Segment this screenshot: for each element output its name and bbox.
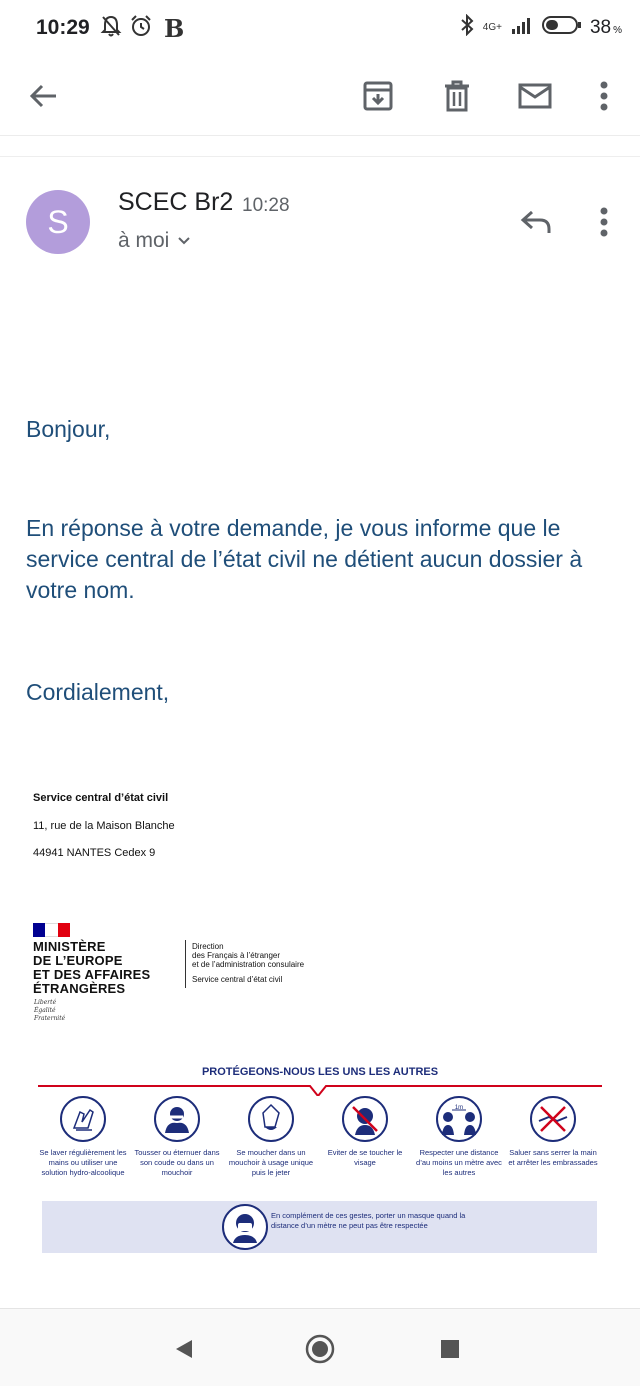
recipient-details-toggle[interactable] [118,229,191,253]
ministry-name: MINISTÈRE DE L’EUROPE ET DES AFFAIRES ÉTRANGÈRES [33,939,151,996]
battery-icon [542,14,582,41]
archive-icon [362,80,394,112]
nav-back-button[interactable] [162,1327,206,1371]
no-handshake-icon [530,1096,576,1142]
mask-info-box [42,1201,597,1253]
nav-home-button[interactable] [298,1327,342,1371]
gesture-text: Se moucher dans un mouchoir à usage unique puis le jeter [228,1148,314,1177]
signal-icon [510,15,534,40]
gesture-text: Eviter de se toucher le visage [327,1148,403,1167]
reply-icon [520,209,552,235]
distance-icon [436,1096,482,1142]
mask-icon [222,1204,268,1250]
marianne-flag-icon [33,923,70,937]
sender-name[interactable]: SCEC Br2 [118,188,234,216]
back-arrow-icon [29,81,59,111]
nav-home-icon [305,1334,335,1364]
gestures-row [36,1096,600,1178]
status-left-icons [100,14,184,43]
mail-icon [518,83,552,109]
nav-recents-button[interactable] [428,1327,472,1371]
bluetooth-icon [459,14,475,41]
no-face-touch-icon [342,1096,388,1142]
gesture-tissue [224,1096,318,1178]
more-vert-icon [600,207,608,237]
network-type: 4G+ [482,21,502,33]
archive-button[interactable] [352,70,404,122]
logo-separator [185,940,186,988]
gesture-no-face-touch [318,1096,412,1178]
signature-city: 44941 NANTES Cedex 9 [33,847,156,859]
gesture-no-handshake [506,1096,600,1178]
status-bar [0,0,640,56]
message-time: 10:28 [242,195,290,216]
delete-button[interactable] [431,70,483,122]
alarm-icon [130,14,152,43]
mark-unread-button[interactable] [509,70,561,122]
cough-elbow-icon [154,1096,200,1142]
greeting: Bonjour, [26,416,111,442]
more-vert-icon [600,81,608,111]
closing: Cordialement, [26,679,170,705]
republic-motto: Liberté Égalité Fraternité [34,999,66,1022]
banner-red-line [38,1072,602,1096]
back-button[interactable] [18,70,70,122]
gesture-text: Respecter une distance d’au moins un mètre avec les autres [416,1148,502,1177]
gesture-distance [412,1096,506,1178]
tissue-icon [248,1096,294,1142]
more-options-button[interactable] [578,70,630,122]
email-toolbar [0,56,640,136]
nav-back-icon [174,1338,194,1360]
chevron-down-icon [177,236,191,246]
signature-name: Service central d’état civil [33,792,169,804]
message-more-button[interactable] [580,198,628,246]
app-b-icon: B [164,13,185,43]
reply-button[interactable] [512,198,560,246]
gesture-text: Saluer sans serrer la main et arrêter les embrassades [508,1148,598,1167]
signature-address: 11, rue de la Maison Blanche [33,820,175,832]
nav-recents-icon [440,1339,460,1359]
wash-hands-icon [60,1096,106,1142]
status-right-icons [459,14,622,41]
delete-icon [443,80,471,112]
mute-bell-icon [100,14,122,43]
avatar[interactable]: S [26,190,90,254]
body-paragraph: En réponse à votre demande, je vous informe que le service central de l’état civil ne détient aucun dossier à votre nom. [26,515,583,603]
direction-block: Direction des Français à l’étranger et de l’administration consulaire Service central d’état civil [192,942,305,984]
recipient-label: à moi [118,229,170,252]
gesture-cough-elbow [130,1096,224,1178]
system-nav-bar [0,1308,640,1386]
distance-label: 1m [454,1105,464,1111]
gesture-text: Tousser ou éternuer dans son coude ou dans un mouchoir [134,1148,220,1177]
battery-percent: 38 % [589,16,622,38]
divider [0,156,640,157]
gesture-text: Se laver régulièrement les mains ou utiliser une solution hydro-alcoolique [39,1148,127,1177]
mask-text: En complément de ces gestes, porter un masque quand la distance d’un mètre ne peut pas être respectée [271,1211,466,1230]
status-time: 10:29 [36,16,90,39]
gesture-wash-hands [36,1096,130,1178]
protect-title: PROTÉGEONS-NOUS LES UNS LES AUTRES [201,1066,439,1078]
